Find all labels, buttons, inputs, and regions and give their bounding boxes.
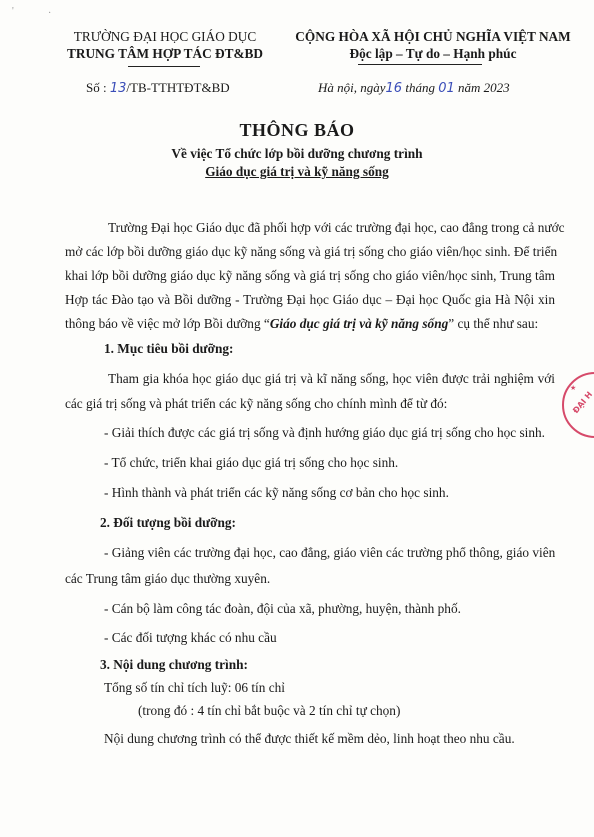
credits-breakdown: (trong đó : 4 tín chỉ bắt buộc và 2 tín chỉ tự chọn)	[138, 703, 401, 718]
motto: Độc lập – Tự do – Hạnh phúc	[349, 46, 517, 61]
motto-underline	[358, 64, 482, 65]
section-1-heading: 1. Mục tiêu bồi dưỡng:	[104, 341, 234, 356]
scan-mark: ·	[48, 8, 52, 19]
stamp-text: ĐẠI H	[571, 389, 594, 416]
issuer-underline	[128, 66, 200, 67]
section-1-bullet-1: - Giải thích được các giá trị sống và định hướng giáo dục giá trị sống cho học sinh.	[104, 425, 545, 440]
intro-line-2: mở các lớp bồi dưỡng giáo dục kỹ năng sống và giá trị sống cho giáo viên/học sinh. Để triển	[65, 244, 558, 259]
section-2-bullet-1-line-2: các Trung tâm giáo dục thường xuyên.	[65, 571, 271, 586]
section-2-heading: 2. Đối tượng bồi dưỡng:	[100, 515, 236, 530]
date-day: 16	[385, 81, 403, 96]
center-name: TRUNG TÂM HỢP TÁC ĐT&BD	[66, 46, 264, 61]
section-3-heading: 3. Nội dung chương trình:	[100, 657, 248, 672]
section-1-bullet-2: - Tổ chức, triển khai giáo dục giá trị sống cho học sinh.	[104, 455, 399, 470]
ref-suffix: /TB-TTHTĐT&BD	[126, 80, 230, 95]
official-stamp	[562, 372, 594, 438]
issuer-block	[40, 28, 290, 62]
section-2-bullet-1-line-1: - Giảng viên các trường đại học, cao đẳng, giáo viên các trường phổ thông, giáo viên	[104, 545, 556, 560]
credits-total: Tổng số tín chỉ tích luỹ: 06 tín chỉ	[104, 680, 285, 695]
issue-date	[318, 80, 510, 96]
section-2-bullet-2: - Cán bộ làm công tác đoàn, đội của xã, phường, huyện, thành phố.	[104, 601, 461, 616]
intro-line-5-post: ” cụ thể như sau:	[448, 316, 539, 331]
national-motto-block	[283, 28, 583, 62]
ref-number: 13	[109, 81, 127, 96]
stamp-star: ★	[570, 384, 577, 392]
scan-mark: '	[12, 6, 14, 17]
document-title: THÔNG BÁO	[239, 120, 355, 140]
date-prefix: Hà nội, ngày	[318, 80, 386, 95]
section-1-bullet-3: - Hình thành và phát triển các kỹ năng sống cơ bản cho học sinh.	[104, 485, 449, 500]
subtitle-2-text: Giáo dục giá trị và kỹ năng sống	[205, 164, 389, 179]
country-name: CỘNG HÒA XÃ HỘI CHỦ NGHĨA VIỆT NAM	[295, 29, 571, 44]
intro-line-3: khai lớp bồi dưỡng giáo dục kỹ năng sống và giá trị sống cho giáo viên/học sinh, Trung tâm	[65, 268, 555, 283]
ref-prefix: Số :	[86, 80, 107, 95]
university-name: TRƯỜNG ĐẠI HỌC GIÁO DỤC	[73, 29, 257, 44]
reference-number	[86, 80, 230, 96]
section-1-para-line-2: các giá trị sống và phát triển các kỹ năng sống cho chính mình để từ đó:	[65, 396, 448, 411]
date-month-label: tháng	[405, 80, 435, 95]
intro-line-4: Hợp tác Đào tạo và Bồi dưỡng - Trường Đại học Giáo dục – Đại học Quốc gia Hà Nội xin	[65, 292, 555, 307]
section-2-bullet-3: - Các đối tượng khác có nhu cầu	[104, 630, 277, 645]
document-subtitle-2	[0, 164, 594, 180]
date-month: 01	[438, 81, 455, 96]
section-1-para-line-1: Tham gia khóa học giáo dục giá trị và kĩ năng sống, học viên được trải nghiệm với	[108, 371, 555, 386]
intro-line-5	[65, 316, 538, 332]
intro-line-5-pre: thông báo về việc mở lớp Bồi dưỡng “	[65, 316, 270, 331]
program-name: Giáo dục giá trị và kỹ năng sống	[269, 316, 449, 331]
intro-line-1: Trường Đại học Giáo dục đã phối hợp với các trường đại học, cao đẳng trong cả nước	[108, 220, 565, 235]
program-flexibility-note: Nội dung chương trình có thể được thiết kế mềm dẻo, linh hoạt theo nhu cầu.	[104, 731, 515, 746]
document-subtitle-1: Về việc Tổ chức lớp bồi dưỡng chương trình	[171, 146, 423, 161]
date-year: năm 2023	[458, 80, 510, 95]
